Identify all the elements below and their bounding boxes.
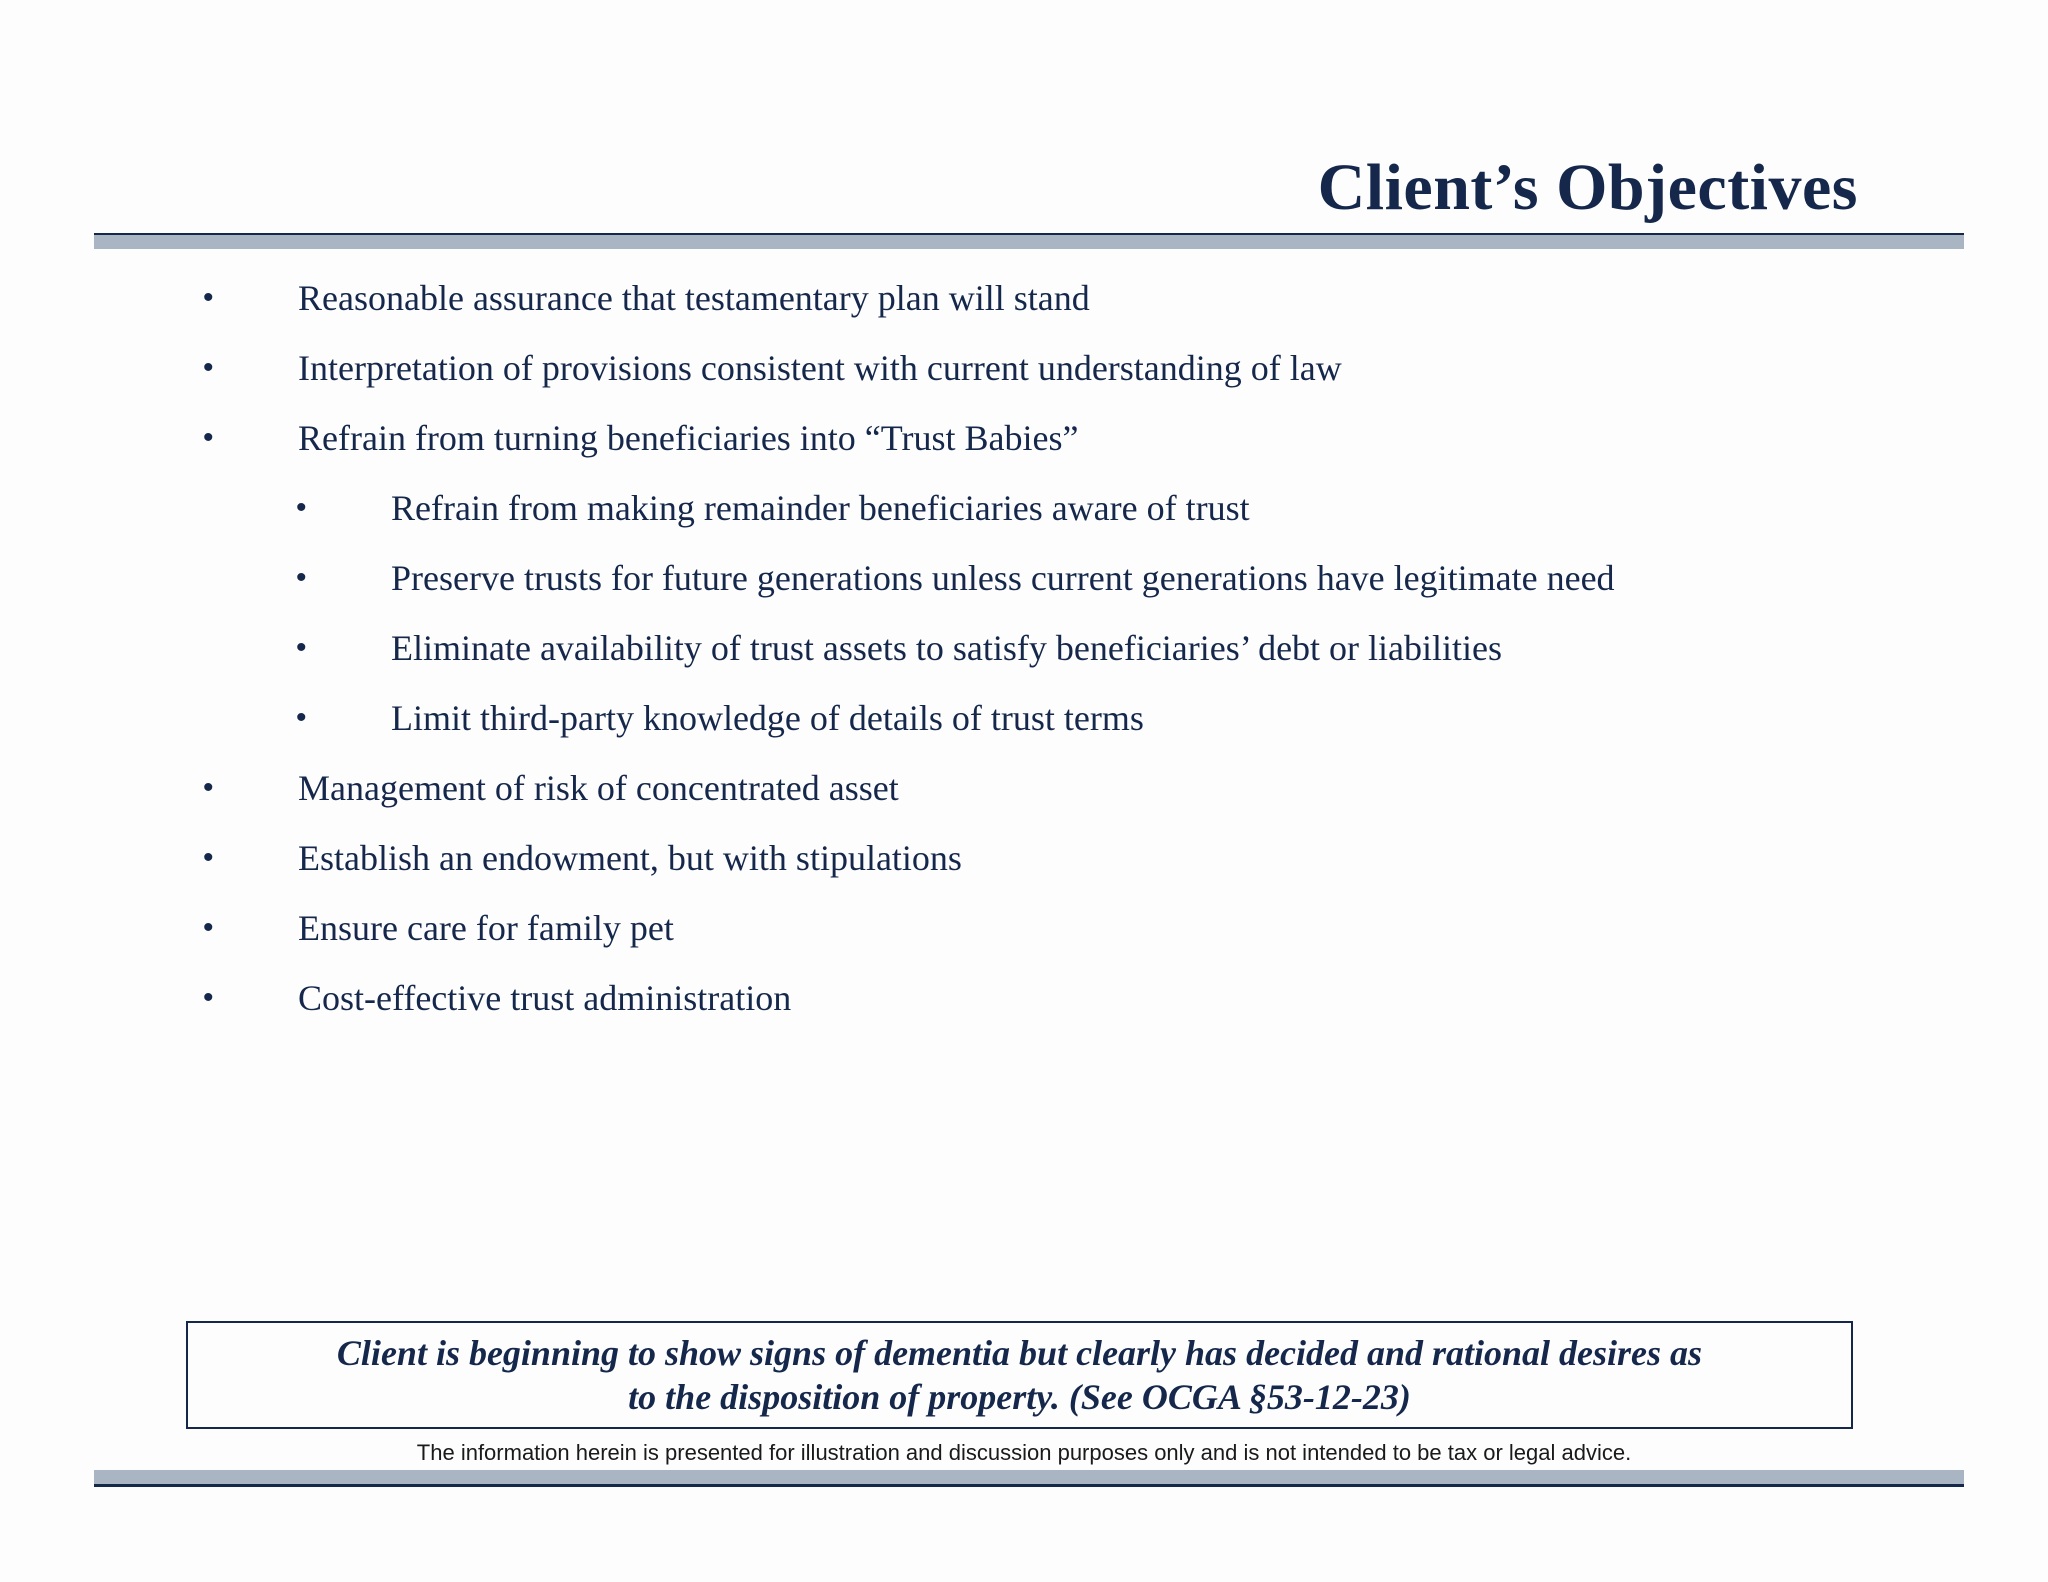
bullet-item [0,408,2048,478]
bullet-marker: • [296,561,307,594]
dementia-callout-box [186,1321,1853,1429]
bullet-text: Refrain from turning beneficiaries into “Trust Babies” [298,418,1079,458]
bullet-text: Cost-effective trust administration [298,978,792,1018]
sub-bullet-item [0,688,2048,758]
bullet-marker: • [296,701,307,734]
callout-line-2: to the disposition of property. (See OCGA §53-12-23) [628,1377,1411,1417]
bullet-item [0,758,2048,828]
callout-line-1: Client is beginning to show signs of dementia but clearly has decided and rational desires as [336,1333,1703,1373]
objectives-list [0,268,2048,1038]
bullet-text: Interpretation of provisions consistent with current understanding of law [298,348,1342,388]
bullet-item [0,898,2048,968]
title-divider [94,233,1964,249]
bullet-text: Eliminate availability of trust assets to satisfy beneficiaries’ debt or liabilities [391,628,1503,668]
bullet-item [0,268,2048,338]
sub-bullet-item [0,478,2048,548]
footer-divider [94,1470,1964,1487]
bullet-marker: • [203,981,214,1014]
bullet-marker: • [203,911,214,944]
sub-bullet-item [0,548,2048,618]
bullet-marker: • [203,351,214,384]
bullet-text: Limit third-party knowledge of details of trust terms [391,698,1144,738]
bullet-item [0,338,2048,408]
bullet-text: Management of risk of concentrated asset [298,768,899,808]
bullet-marker: • [203,771,214,804]
bullet-text: Establish an endowment, but with stipulations [298,838,962,878]
bullet-marker: • [203,841,214,874]
bullet-text: Ensure care for family pet [298,908,674,948]
bullet-marker: • [203,281,214,314]
bullet-marker: • [203,421,214,454]
bullet-text: Reasonable assurance that testamentary plan will stand [298,278,1090,318]
bullet-item [0,968,2048,1038]
bullet-text: Refrain from making remainder beneficiaries aware of trust [391,488,1250,528]
bullet-item [0,828,2048,898]
footer-disclaimer: The information herein is presented for illustration and discussion purposes only and is not intended to be tax or legal advice. [416,1440,1632,1465]
sub-bullet-item [0,618,2048,688]
bullet-marker: • [296,631,307,664]
bullet-text: Preserve trusts for future generations unless current generations have legitimate need [391,558,1615,598]
bullet-marker: • [296,491,307,524]
slide-title: Client’s Objectives [1317,151,1858,224]
